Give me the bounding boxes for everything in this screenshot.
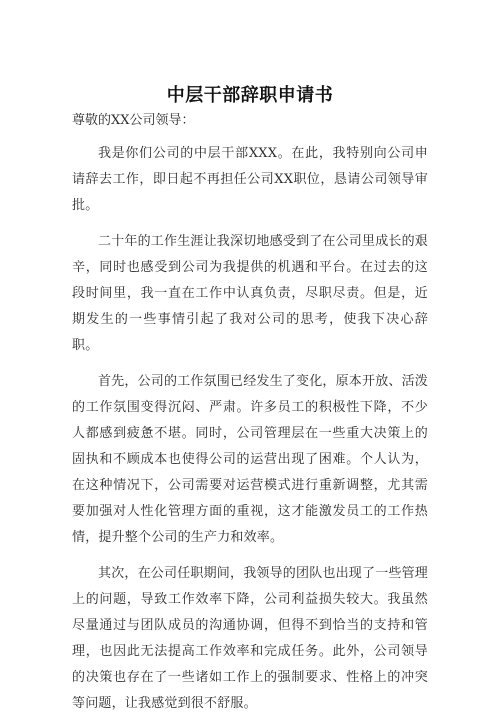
salutation: 尊敬的XX公司领导： bbox=[72, 113, 195, 128]
paragraph-3: 首先，公司的工作氛围已经发生了变化，原本开放、活泼的工作氛围变得沉闷、严肃。许多员工的积极性下降，不少人都感到疲惫不堪。同时，公司管理层在一些重大决策上的固执和不顾成本也使得公司的运营出现了困难。个人认为，在这种情况下，公司需要对运营模式进行重新调整，尤其需要加强对人性化管理方面的重视，这才能激发员工的工作热情，提升整个公司的生产力和效率。 bbox=[72, 374, 429, 545]
paragraph-4: 其次，在公司任职期间，我领导的团队也出现了一些管理上的问题，导致工作效率下降，公司利益损失较大。我虽然尽量通过与团队成员的沟通协调，但得不到恰当的支持和管理，也因此无法提高工作效率和完成任务。此外，公司领导的决策也存在了一些诸如工作上的强制要求、性格上的冲突等问题，让我感觉到很不舒服。 bbox=[72, 566, 429, 711]
document-body bbox=[72, 112, 428, 727]
paragraph-1: 我是你们公司的中层干部XXX。在此，我特别向公司申请辞去工作，即日起不再担任公司XX职位，恳请公司领导审批。 bbox=[72, 146, 428, 213]
document-title: 中层干部辞职申请书 bbox=[166, 85, 334, 106]
paragraph-2: 二十年的工作生涯让我深切地感受到了在公司里成长的艰辛，同时也感受到公司为我提供的机遇和平台。在过去的这段时间里，我一直在工作中认真负责，尽职尽责。但是，近期发生的一些事情引起了我对公司的思考，使我下决心辞职。 bbox=[72, 234, 429, 353]
